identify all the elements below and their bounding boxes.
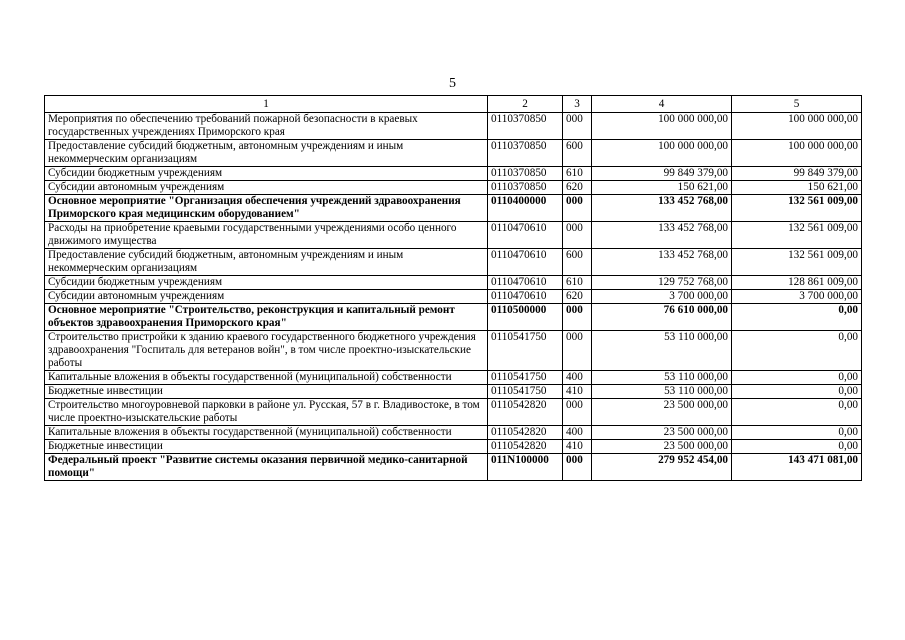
row-amount-col5-cell: 0,00 — [732, 440, 862, 454]
row-type-cell: 000 — [563, 454, 592, 481]
row-type-cell: 410 — [563, 385, 592, 399]
row-code-cell: 0110370850 — [488, 167, 563, 181]
row-type-cell: 000 — [563, 222, 592, 249]
row-amount-col4-cell: 53 110 000,00 — [592, 331, 732, 371]
row-type-cell: 620 — [563, 290, 592, 304]
row-amount-col5-cell: 132 561 009,00 — [732, 222, 862, 249]
row-code-cell: 0110541750 — [488, 385, 563, 399]
row-amount-col4-cell: 133 452 768,00 — [592, 249, 732, 276]
row-amount-col5-cell: 143 471 081,00 — [732, 454, 862, 481]
row-amount-col4-cell: 279 952 454,00 — [592, 454, 732, 481]
row-code-cell: 011N100000 — [488, 454, 563, 481]
table-row — [45, 385, 862, 399]
row-name-cell: Бюджетные инвестиции — [45, 385, 488, 399]
row-amount-col4-cell: 129 752 768,00 — [592, 276, 732, 290]
row-amount-col5-cell: 0,00 — [732, 331, 862, 371]
row-type-cell: 610 — [563, 167, 592, 181]
row-amount-col5-cell: 132 561 009,00 — [732, 195, 862, 222]
header-cell-2: 2 — [488, 96, 563, 113]
row-amount-col5-cell: 0,00 — [732, 426, 862, 440]
row-amount-col4-cell: 23 500 000,00 — [592, 426, 732, 440]
budget-table-body — [45, 96, 862, 481]
page-number: 5 — [449, 76, 456, 91]
row-amount-col4-cell: 99 849 379,00 — [592, 167, 732, 181]
row-amount-col4-cell: 53 110 000,00 — [592, 385, 732, 399]
row-name-cell: Предоставление субсидий бюджетным, автономным учреждениям и иным некоммерческим организациям — [45, 249, 488, 276]
row-type-cell: 620 — [563, 181, 592, 195]
row-type-cell: 610 — [563, 276, 592, 290]
header-cell-5: 5 — [732, 96, 862, 113]
row-name-cell: Капитальные вложения в объекты государственной (муниципальной) собственности — [45, 426, 488, 440]
header-cell-3: 3 — [563, 96, 592, 113]
table-row — [45, 304, 862, 331]
row-code-cell: 0110500000 — [488, 304, 563, 331]
table-row — [45, 440, 862, 454]
row-code-cell: 0110370850 — [488, 113, 563, 140]
row-type-cell: 400 — [563, 371, 592, 385]
row-type-cell: 600 — [563, 249, 592, 276]
row-code-cell: 0110541750 — [488, 371, 563, 385]
row-name-cell: Субсидии автономным учреждениям — [45, 290, 488, 304]
table-row — [45, 276, 862, 290]
row-name-cell: Субсидии бюджетным учреждениям — [45, 276, 488, 290]
table-row — [45, 399, 862, 426]
row-type-cell: 000 — [563, 195, 592, 222]
row-amount-col4-cell: 23 500 000,00 — [592, 440, 732, 454]
row-code-cell: 0110541750 — [488, 331, 563, 371]
row-name-cell: Строительство пристройки к зданию краевого государственного бюджетного учреждения здравоохранения "Госпиталь для ветеранов войн", в том числе проектно-изыскательские работы — [45, 331, 488, 371]
row-amount-col5-cell: 0,00 — [732, 304, 862, 331]
row-amount-col4-cell: 3 700 000,00 — [592, 290, 732, 304]
row-amount-col5-cell: 132 561 009,00 — [732, 249, 862, 276]
row-name-cell: Бюджетные инвестиции — [45, 440, 488, 454]
row-amount-col4-cell: 76 610 000,00 — [592, 304, 732, 331]
table-row — [45, 113, 862, 140]
row-type-cell: 600 — [563, 140, 592, 167]
row-name-cell: Предоставление субсидий бюджетным, автономным учреждениям и иным некоммерческим организациям — [45, 140, 488, 167]
row-code-cell: 0110400000 — [488, 195, 563, 222]
row-code-cell: 0110470610 — [488, 249, 563, 276]
row-amount-col4-cell: 53 110 000,00 — [592, 371, 732, 385]
table-row — [45, 290, 862, 304]
row-amount-col5-cell: 100 000 000,00 — [732, 140, 862, 167]
row-name-cell: Субсидии автономным учреждениям — [45, 181, 488, 195]
row-name-cell: Мероприятия по обеспечению требований пожарной безопасности в краевых государственных учреждениях Приморского края — [45, 113, 488, 140]
row-code-cell: 0110370850 — [488, 181, 563, 195]
row-amount-col5-cell: 128 861 009,00 — [732, 276, 862, 290]
row-amount-col4-cell: 100 000 000,00 — [592, 140, 732, 167]
row-name-cell: Основное мероприятие "Организация обеспечения учреждений здравоохранения Приморского края медицинским оборудованием" — [45, 195, 488, 222]
row-amount-col5-cell: 0,00 — [732, 399, 862, 426]
row-amount-col5-cell: 3 700 000,00 — [732, 290, 862, 304]
row-amount-col4-cell: 133 452 768,00 — [592, 222, 732, 249]
row-type-cell: 000 — [563, 331, 592, 371]
row-name-cell: Основное мероприятие "Строительство, реконструкция и капитальный ремонт объектов здравоохранения Приморского края" — [45, 304, 488, 331]
row-amount-col5-cell: 99 849 379,00 — [732, 167, 862, 181]
row-amount-col4-cell: 150 621,00 — [592, 181, 732, 195]
table-row — [45, 167, 862, 181]
row-code-cell: 0110542820 — [488, 440, 563, 454]
header-cell-1: 1 — [45, 96, 488, 113]
budget-table — [44, 95, 862, 481]
row-type-cell: 400 — [563, 426, 592, 440]
row-type-cell: 000 — [563, 304, 592, 331]
row-name-cell: Расходы на приобретение краевыми государственными учреждениями особо ценного движимого имущества — [45, 222, 488, 249]
header-row — [45, 96, 862, 113]
row-code-cell: 0110470610 — [488, 290, 563, 304]
table-row — [45, 454, 862, 481]
table-row — [45, 181, 862, 195]
table-row — [45, 140, 862, 167]
header-cell-4: 4 — [592, 96, 732, 113]
row-amount-col4-cell: 100 000 000,00 — [592, 113, 732, 140]
row-type-cell: 000 — [563, 113, 592, 140]
row-amount-col5-cell: 100 000 000,00 — [732, 113, 862, 140]
row-amount-col4-cell: 23 500 000,00 — [592, 399, 732, 426]
row-code-cell: 0110470610 — [488, 222, 563, 249]
row-code-cell: 0110542820 — [488, 426, 563, 440]
row-name-cell: Федеральный проект "Развитие системы оказания первичной медико-санитарной помощи" — [45, 454, 488, 481]
table-row — [45, 222, 862, 249]
table-row — [45, 249, 862, 276]
row-amount-col5-cell: 0,00 — [732, 385, 862, 399]
row-code-cell: 0110470610 — [488, 276, 563, 290]
table-row — [45, 331, 862, 371]
row-type-cell: 000 — [563, 399, 592, 426]
row-name-cell: Субсидии бюджетным учреждениям — [45, 167, 488, 181]
row-name-cell: Строительство многоуровневой парковки в районе ул. Русская, 57 в г. Владивостоке, в том числе проектно-изыскательские работы — [45, 399, 488, 426]
row-amount-col5-cell: 0,00 — [732, 371, 862, 385]
table-row — [45, 371, 862, 385]
row-type-cell: 410 — [563, 440, 592, 454]
row-amount-col5-cell: 150 621,00 — [732, 181, 862, 195]
row-name-cell: Капитальные вложения в объекты государственной (муниципальной) собственности — [45, 371, 488, 385]
table-row — [45, 426, 862, 440]
row-code-cell: 0110370850 — [488, 140, 563, 167]
row-amount-col4-cell: 133 452 768,00 — [592, 195, 732, 222]
table-row — [45, 195, 862, 222]
row-code-cell: 0110542820 — [488, 399, 563, 426]
